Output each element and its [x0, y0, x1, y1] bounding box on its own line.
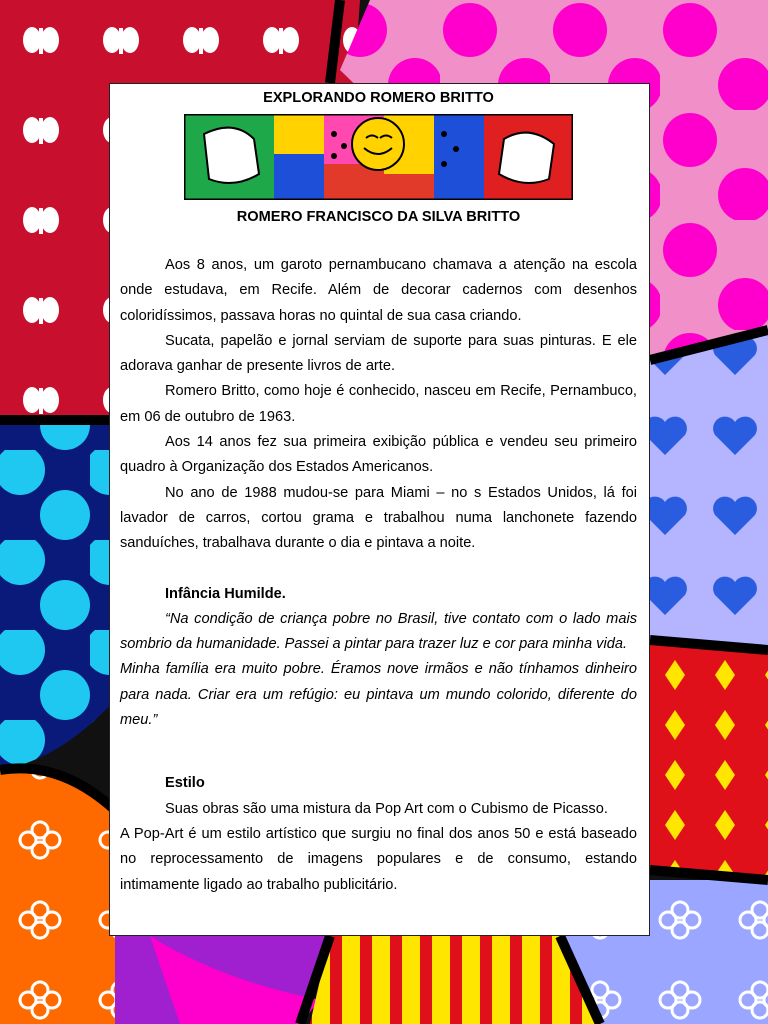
- paragraph: Aos 14 anos fez sua primeira exibição pública e vendeu seu primeiro quadro à Organização dos Estados Americanos.: [120, 434, 637, 476]
- section-heading-childhood: Infância Humilde.: [165, 585, 286, 602]
- document-subtitle: ROMERO FRANCISCO DA SILVA BRITTO: [236, 209, 521, 225]
- paragraph: No ano de 1988 mudou-se para Miami – no s Estados Unidos, lá foi lavador de carros, cortou grama e trabalhou numa lanchonete fazendo sanduíches, trabalhava durante o dia e pintava a noite.: [120, 484, 637, 552]
- britto-banner-illustration: [184, 114, 573, 200]
- paragraph: Romero Britto, como hoje é conhecido, nasceu em Recife, Pernambuco, em 06 de outubro de 1963.: [120, 383, 637, 425]
- quote-paragraph: “Na condição de criança pobre no Brasil, tive contato com o lado mais sombrio da humanidade. Passei a pintar para trazer luz e cor para minha vida.: [120, 610, 637, 653]
- document-page: [109, 83, 650, 936]
- paragraph: Suas obras são uma mistura da Pop Art com o Cubismo de Picasso.: [165, 800, 608, 817]
- paragraph: Aos 8 anos, um garoto pernambucano chamava a atenção na escola onde estudava, em Recife. Além de decorar cadernos com desenhos coloridíssimos, passava horas no quintal de sua casa criando.: [120, 257, 637, 324]
- biography-text: [120, 253, 637, 898]
- paragraph: Sucata, papelão e jornal serviam de suporte para suas pinturas. E ele adorava ganhar de presente livros de arte.: [120, 332, 637, 375]
- quote-paragraph: Minha família era muito pobre. Éramos nove irmãos e não tínhamos dinheiro para nada. Criar era um refúgio: eu pintava um mundo colorido, diferente do meu.”: [120, 661, 637, 729]
- document-title: EXPLORANDO ROMERO BRITTO: [263, 90, 494, 106]
- section-heading-style: Estilo: [165, 775, 205, 792]
- paragraph: A Pop-Art é um estilo artístico que surgiu no final dos anos 50 e está baseado no reprocessamento de imagens populares e de consumo, estando intimamente ligado ao trabalho publicitário.: [120, 825, 637, 893]
